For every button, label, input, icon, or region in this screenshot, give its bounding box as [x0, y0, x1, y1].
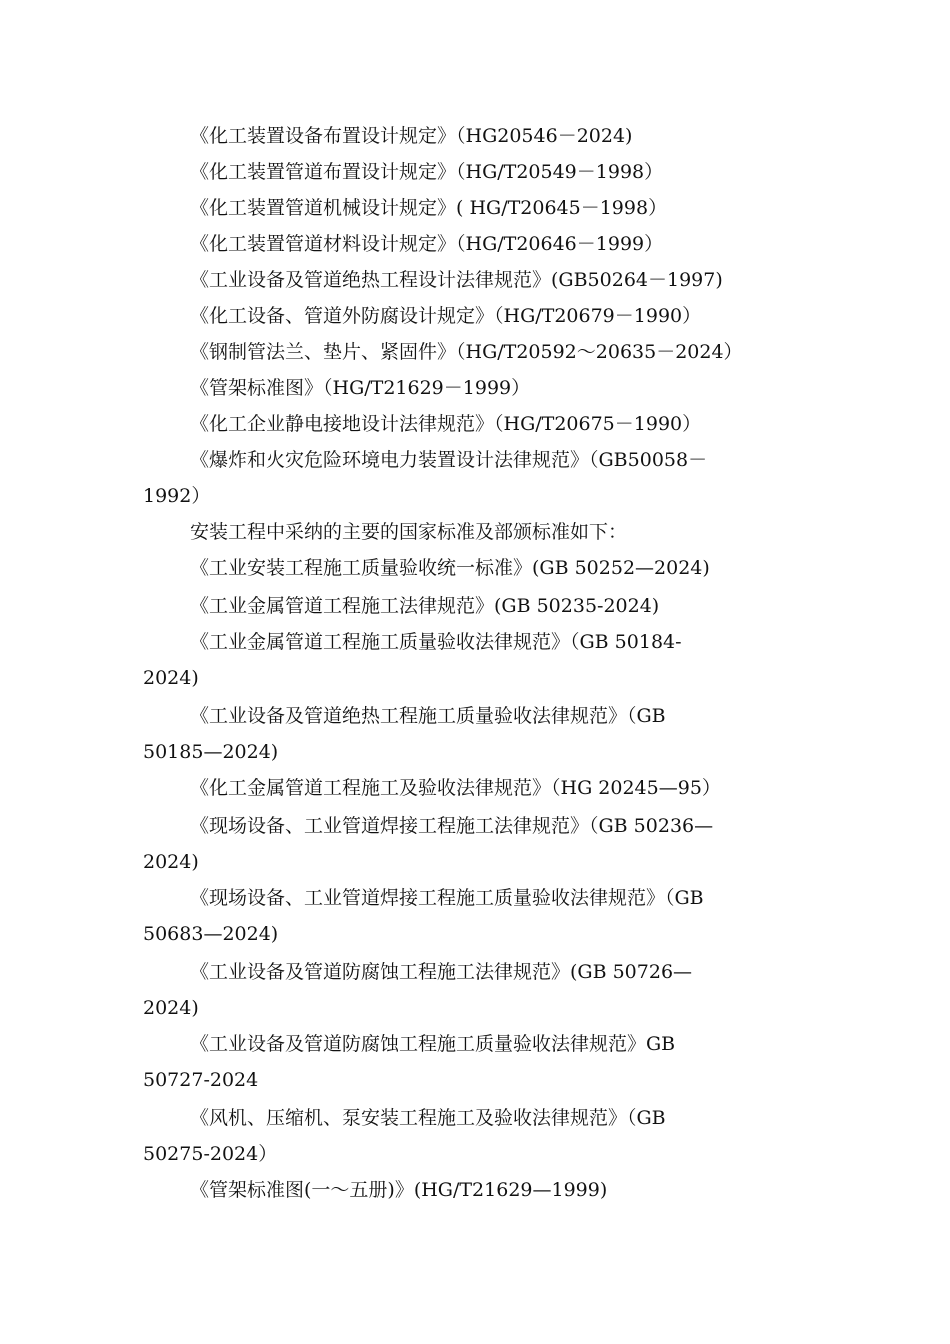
text-line: 《工业金属管道工程施工法律规范》(GB 50235-2024)	[190, 595, 660, 617]
text-line: 2024)	[143, 667, 199, 689]
text-line: 《钢制管法兰、垫片、紧固件》（HG/T20592～20635－2024）	[190, 341, 743, 363]
text-line: 《工业金属管道工程施工质量验收法律规范》（GB 50184-	[190, 631, 682, 653]
text-line: 《化工装置设备布置设计规定》（HG20546－2024)	[190, 125, 633, 147]
text-line: 《风机、压缩机、泵安装工程施工及验收法律规范》（GB	[190, 1107, 666, 1129]
text-line: 《爆炸和火灾危险环境电力装置设计法律规范》（GB50058－	[190, 449, 708, 471]
text-line: 《管架标准图》（HG/T21629－1999）	[190, 377, 531, 399]
text-line: 《工业设备及管道绝热工程设计法律规范》(GB50264－1997)	[190, 269, 723, 291]
text-line: 50727-2024	[143, 1069, 259, 1091]
text-line: 50683—2024)	[143, 923, 279, 945]
text-line: 《工业设备及管道绝热工程施工质量验收法律规范》（GB	[190, 705, 666, 727]
text-line: 《化工装置管道机械设计规定》( HG/T20645－1998）	[190, 197, 668, 219]
text-line: 《管架标准图(一～五册)》(HG/T21629—1999)	[190, 1179, 608, 1201]
text-line: 《化工企业静电接地设计法律规范》（HG/T20675－1990）	[190, 413, 702, 435]
text-line: 1992）	[143, 485, 211, 507]
text-line: 《工业安装工程施工质量验收统一标准》(GB 50252—2024)	[190, 557, 710, 579]
text-line: 50275-2024）	[143, 1143, 278, 1165]
text-line: 《现场设备、工业管道焊接工程施工质量验收法律规范》（GB	[190, 887, 704, 909]
text-line: 2024)	[143, 851, 199, 873]
text-line: 《工业设备及管道防腐蚀工程施工质量验收法律规范》GB	[190, 1033, 676, 1055]
text-line: 《化工设备、管道外防腐设计规定》（HG/T20679－1990）	[190, 305, 702, 327]
text-line: 《化工金属管道工程施工及验收法律规范》（HG 20245—95）	[190, 777, 721, 799]
text-line: 50185—2024)	[143, 741, 279, 763]
text-line: 《化工装置管道材料设计规定》（HG/T20646－1999）	[190, 233, 664, 255]
text-line: 《化工装置管道布置设计规定》（HG/T20549－1998）	[190, 161, 664, 183]
text-line: 《现场设备、工业管道焊接工程施工法律规范》（GB 50236—	[190, 815, 714, 837]
text-line: 安装工程中采纳的主要的国家标准及部颁标准如下：	[190, 521, 628, 543]
text-line: 2024)	[143, 997, 199, 1019]
text-line: 《工业设备及管道防腐蚀工程施工法律规范》(GB 50726—	[190, 961, 693, 983]
